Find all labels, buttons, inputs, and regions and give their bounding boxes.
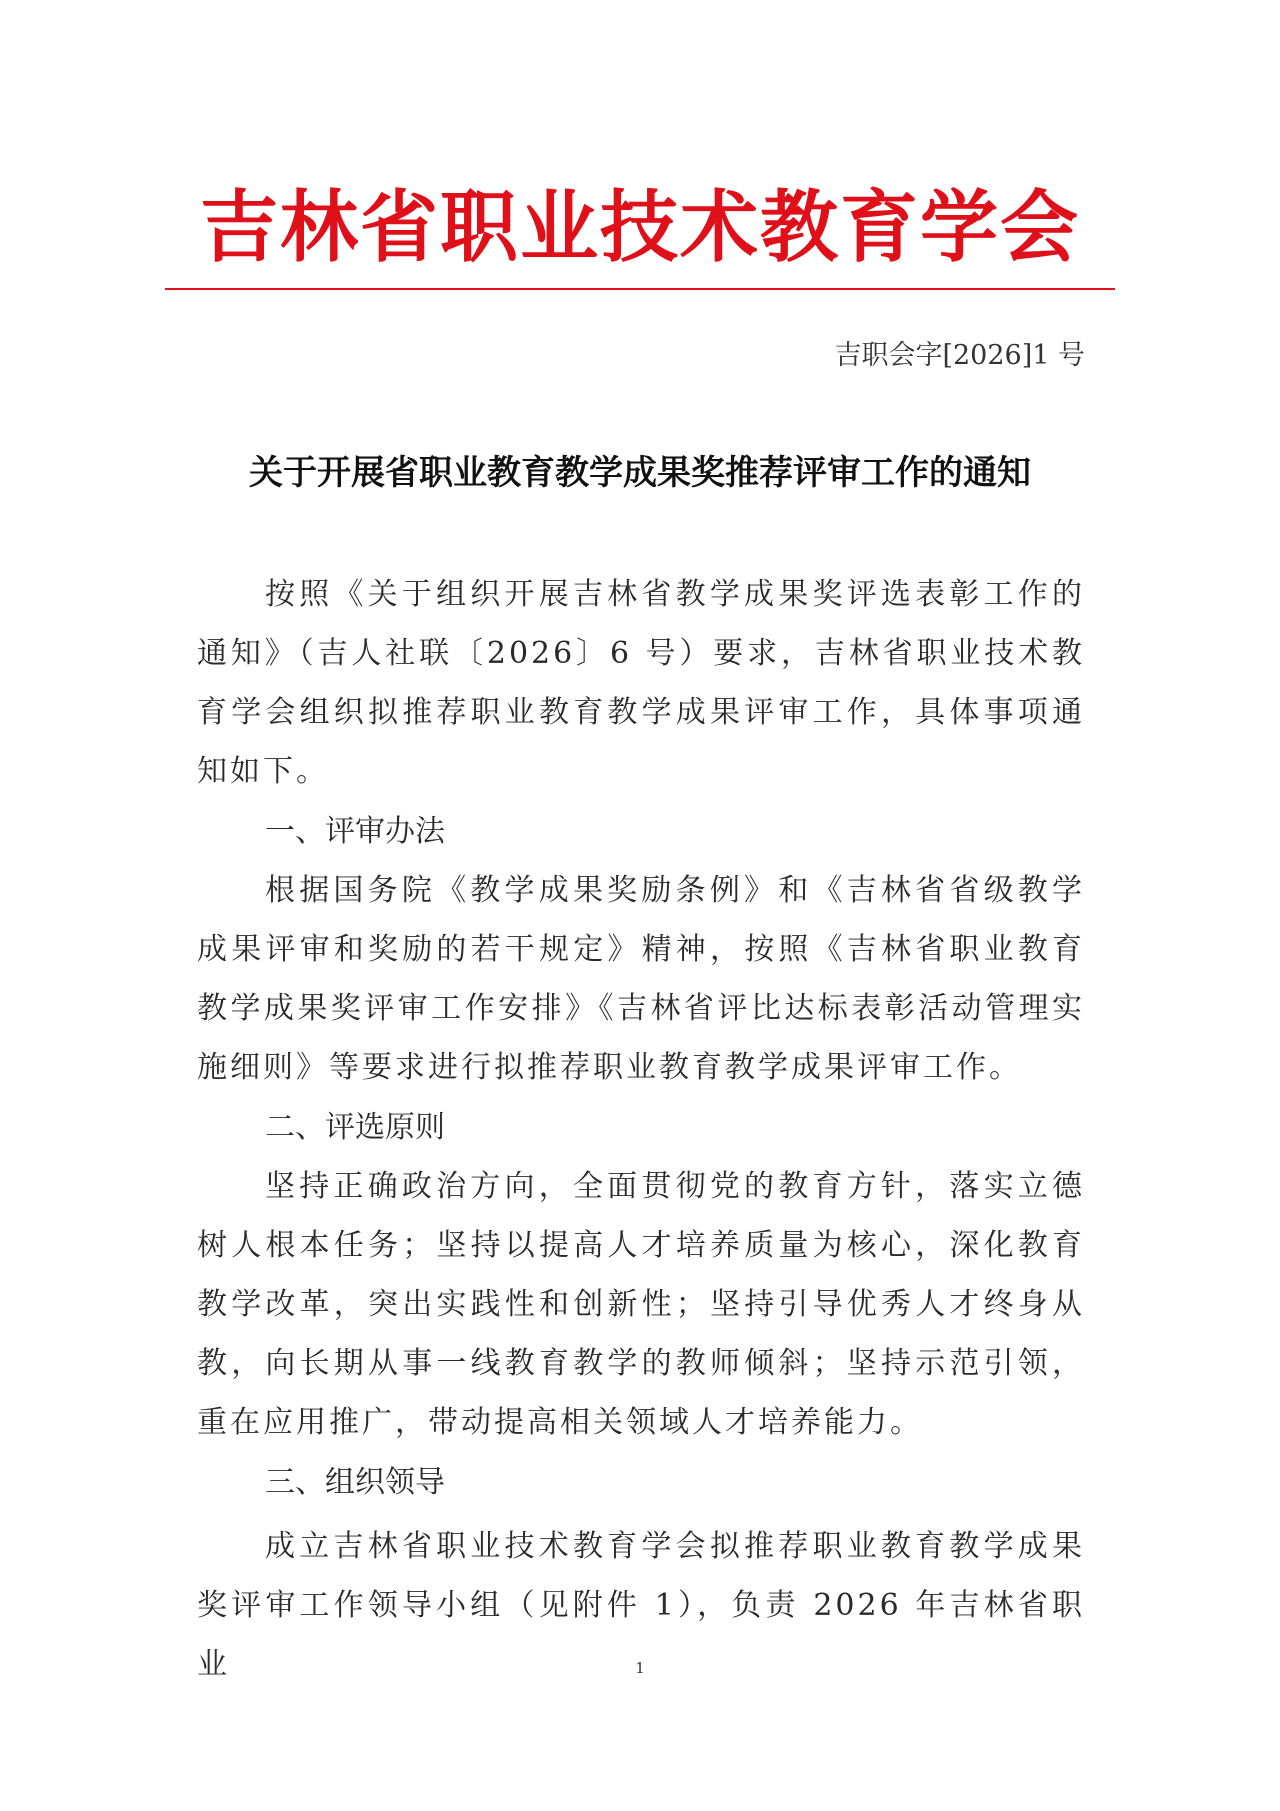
organization-header: 吉林省职业技术教育学会 <box>199 183 1080 273</box>
document-number: 吉职会字[2026]1 号 <box>834 340 1085 371</box>
document-title: 关于开展省职业教育教学成果奖推荐评审工作的通知 <box>249 453 1031 493</box>
section-paragraph-3: 成立吉林省职业技术教育学会拟推荐职业教育教学成果奖评审工作领导小组（见附件 1），负责 2026 年吉林省职业 <box>197 1529 1085 1682</box>
intro-paragraph: 按照《关于组织开展吉林省教学成果奖评选表彰工作的通知》（吉人社联〔2026〕6 号）要求，吉林省职业技术教育学会组织拟推荐职业教育教学成果评审工作，具体事项通知如下。 <box>197 577 1085 789</box>
section-paragraph-1: 根据国务院《教学成果奖励条例》和《吉林省省级教学成果评审和奖励的若干规定》精神，按照《吉林省职业教育教学成果奖评审工作安排》《吉林省评比达标表彰活动管理实施细则》等要求进行拟推荐职业教育教学成果评审工作。 <box>197 873 1085 1085</box>
section-heading-1: 一、评审办法 <box>265 814 445 849</box>
section-heading-2: 二、评选原则 <box>265 1110 445 1145</box>
section-paragraph-2: 坚持正确政治方向，全面贯彻党的教育方针，落实立德树人根本任务；坚持以提高人才培养质量为核心，深化教育教学改革，突出实践性和创新性；坚持引导优秀人才终身从教，向长期从事一线教育教学的教师倾斜；坚持示范引领，重在应用推广，带动提高相关领域人才培养能力。 <box>197 1169 1085 1440</box>
section-heading-3: 三、组织领导 <box>265 1465 445 1500</box>
page-number: 1 <box>635 1659 645 1677</box>
red-divider <box>165 288 1115 290</box>
